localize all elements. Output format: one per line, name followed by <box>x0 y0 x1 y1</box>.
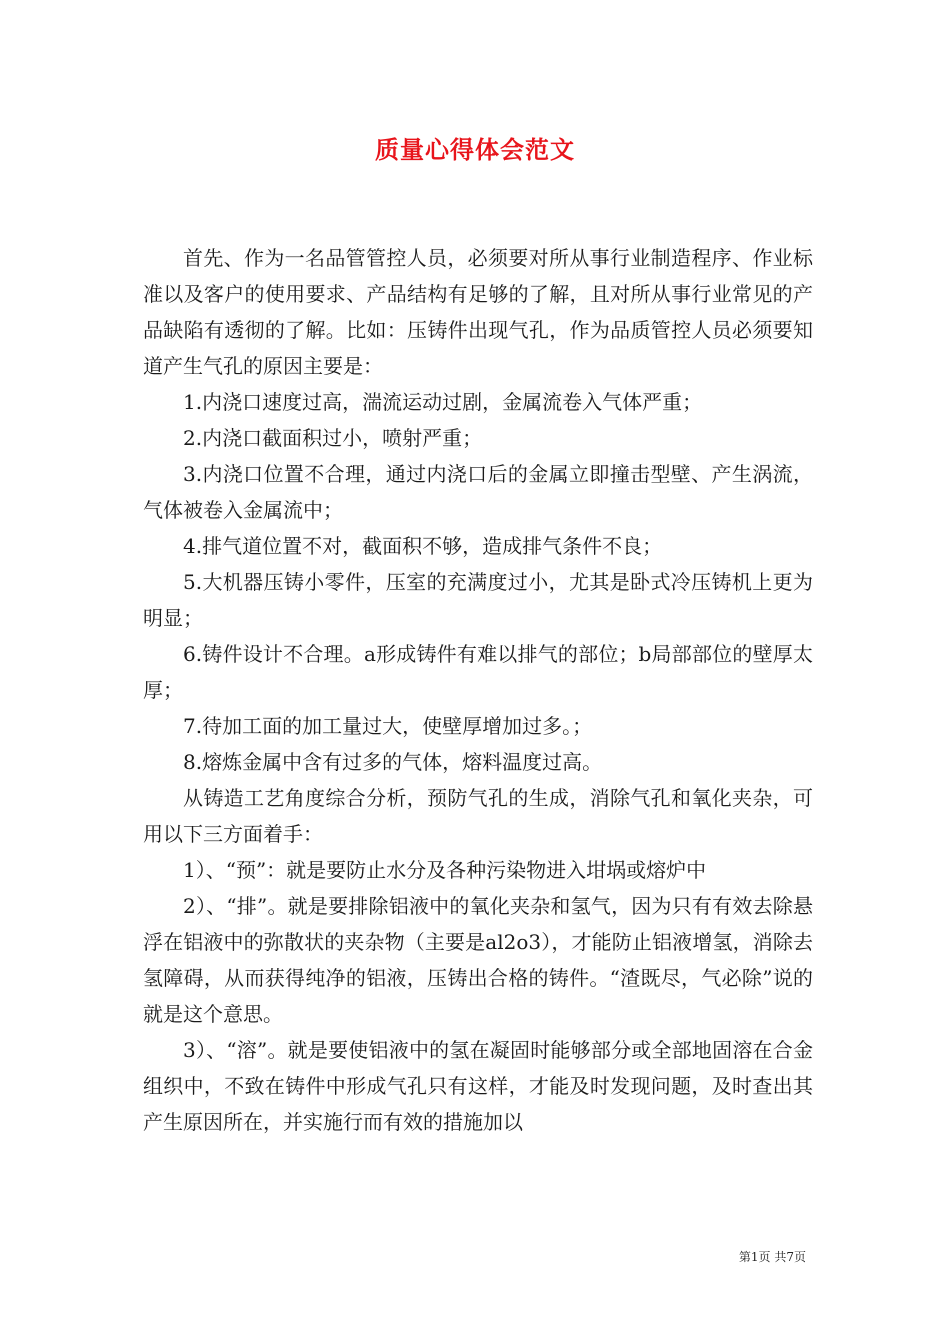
paragraph-item-4: 4.排气道位置不对，截面积不够，造成排气条件不良； <box>183 534 663 558</box>
paragraph-step-3: 3）、“溶”。就是要使铝液中的氢在凝固时能够部分或全部地固溶在合金组织中，不致在铸件中形成气孔只有这样，才能及时发现问题，及时查出其产生原因所在，并实施行而有效的措施加以 <box>143 1038 813 1134</box>
document-body <box>143 240 813 1140</box>
paragraph-intro: 首先、作为一名品管管控人员，必须要对所从事行业制造程序、作业标准以及客户的使用要求、产品结构有足够的了解，且对所从事行业常见的产品缺陷有透彻的了解。比如：压铸件出现气孔，作为品质管控人员必须要知道产生气孔的原因主要是： <box>143 246 813 378</box>
paragraph-item-8: 8.熔炼金属中含有过多的气体，熔料温度过高。 <box>183 750 603 774</box>
paragraph-analysis: 从铸造工艺角度综合分析，预防气孔的生成，消除气孔和氧化夹杂，可用以下三方面着手： <box>143 786 813 846</box>
paragraph-step-1: 1）、“预”：就是要防止水分及各种污染物进入坩埚或熔炉中 <box>183 858 707 882</box>
paragraph-item-1: 1.内浇口速度过高，湍流运动过剧，金属流卷入气体严重； <box>183 390 703 414</box>
paragraph-item-5: 5.大机器压铸小零件，压室的充满度过小，尤其是卧式冷压铸机上更为明显； <box>143 570 813 630</box>
paragraph-step-2: 2）、“排”。就是要排除铝液中的氧化夹杂和氢气，因为只有有效去除悬浮在铝液中的弥散状的夹杂物（主要是al2o3），才能防止铝液增氢，消除去氢障碍，从而获得纯净的铝液，压铸出合格的铸件。“渣既尽，气必除”说的就是这个意思。 <box>143 894 813 1026</box>
paragraph-item-3: 3.内浇口位置不合理，通过内浇口后的金属立即撞击型壁、产生涡流，气体被卷入金属流中； <box>143 462 813 522</box>
paragraph-item-6: 6.铸件设计不合理。a形成铸件有难以排气的部位；b局部部位的壁厚太厚； <box>143 642 813 702</box>
paragraph-item-2: 2.内浇口截面积过小，喷射严重； <box>183 426 483 450</box>
document-title: 质量心得体会范文 <box>375 135 575 164</box>
page-number: 第1页 共7页 <box>738 1250 806 1264</box>
paragraph-item-7: 7.待加工面的加工量过大，使壁厚增加过多。； <box>183 714 593 738</box>
